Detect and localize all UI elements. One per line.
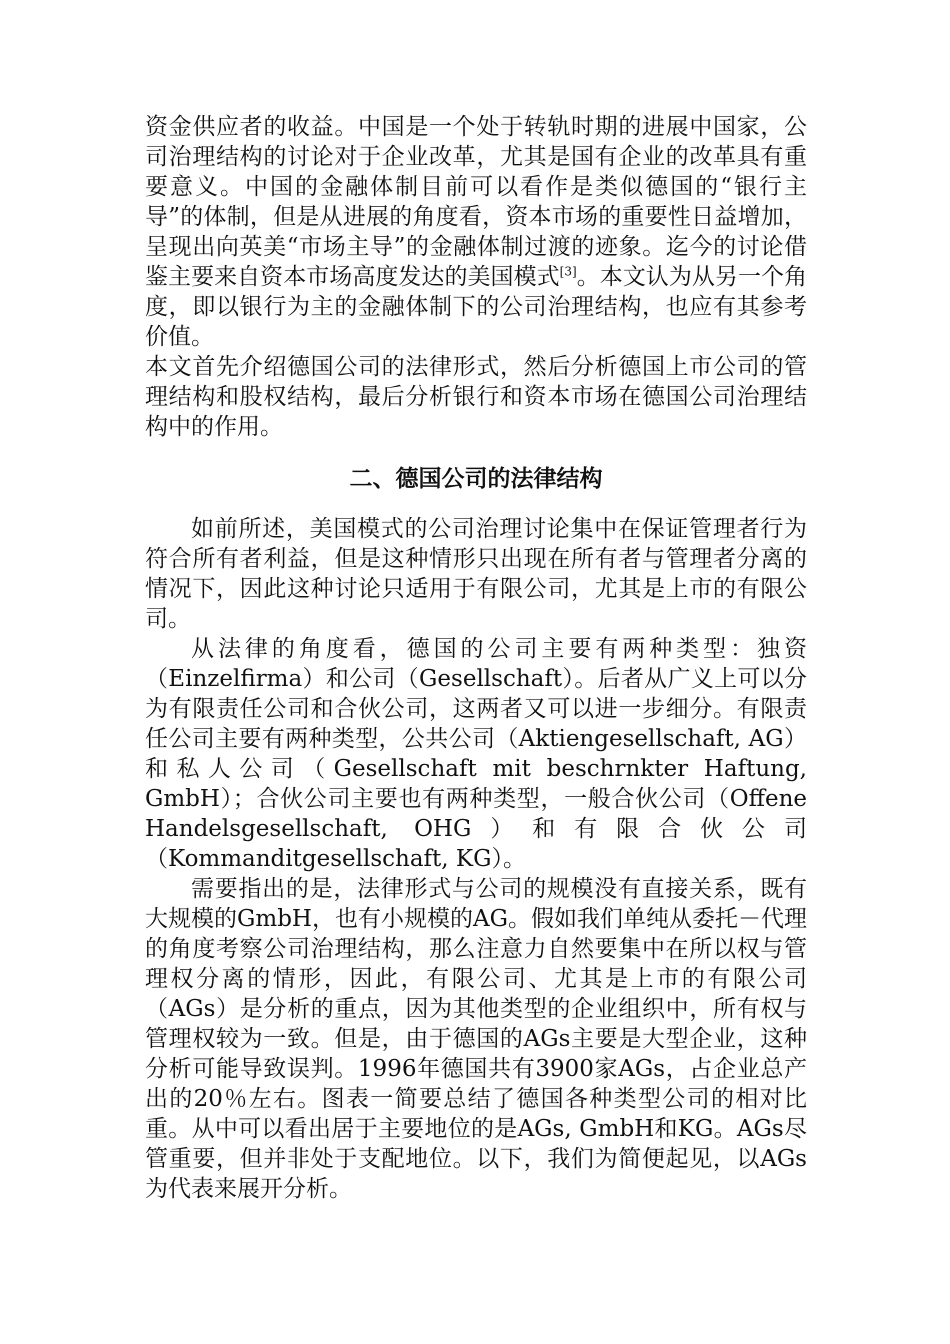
document-page [145,112,807,1204]
intro-paragraph-2: 本文首先介绍德国公司的法律形式，然后分析德国上市公司的管理结构和股权结构，最后分析银行和资本市场在德国公司治理结构中的作用。 [145,354,807,440]
intro-paragraph-1-tail: 。本文认为从另一个角度，即以银行为主的金融体制下的公司治理结构，也应有其参考价值。 [145,264,808,350]
intro-paragraph-1 [145,112,807,352]
section-heading: 二、德国公司的法律结构 [349,466,603,492]
citation-reference: [3] [559,264,577,279]
section-paragraph-2: 从法律的角度看，德国的公司主要有两种类型：独资（Einzelfirma）和公司（Gesellschaft）。后者从广义上可以分为有限责任公司和合伙公司，这两者又可以进一步细分。有限责任公司主要有两种类型，公共公司（Aktiengesellschaft, AG）和私人公司（Gesellschaft mit beschrnkter Haftung, GmbH）；合伙公司主要也有两种类型，一般合伙公司（Offene Handelsgesellschaft, OHG）和有限合伙公司（Kommanditgesellschaft, KG）。 [145,636,807,872]
intro-paragraph-1-text: 资金供应者的收益。中国是一个处于转轨时期的进展中国家，公司治理结构的讨论对于企业改革，尤其是国有企业的改革具有重要意义。中国的金融体制目前可以看作是类似德国的“银行主导”的体制，但是从进展的角度看，资本市场的重要性日益增加，呈现出向英美“市场主导”的金融体制过渡的迹象。迄今的讨论借鉴主要来自资本市场高度发达的美国模式 [145,114,807,290]
section-paragraph-1: 如前所述，美国模式的公司治理讨论集中在保证管理者行为符合所有者利益，但是这种情形只出现在所有者与管理者分离的情况下，因此这种讨论只适用于有限公司，尤其是上市的有限公司。 [145,516,807,632]
section-paragraph-3: 需要指出的是，法律形式与公司的规模没有直接关系，既有大规模的GmbH，也有小规模的AG。假如我们单纯从委托－代理的角度考察公司治理结构，那么注意力自然要集中在所以权与管理权分离的情形，因此，有限公司、尤其是上市的有限公司（AGs）是分析的重点，因为其他类型的企业组织中，所有权与管理权较为一致。但是，由于德国的AGs主要是大型企业，这种分析可能导致误判。1996年德国共有3900家AGs，占企业总产出的20％左右。图表一简要总结了德国各种类型公司的相对比重。从中可以看出居于主要地位的是AGs, GmbH和KG。AGs尽管重要，但并非处于支配地位。以下，我们为简便起见，以AGs为代表来展开分析。 [145,876,807,1202]
